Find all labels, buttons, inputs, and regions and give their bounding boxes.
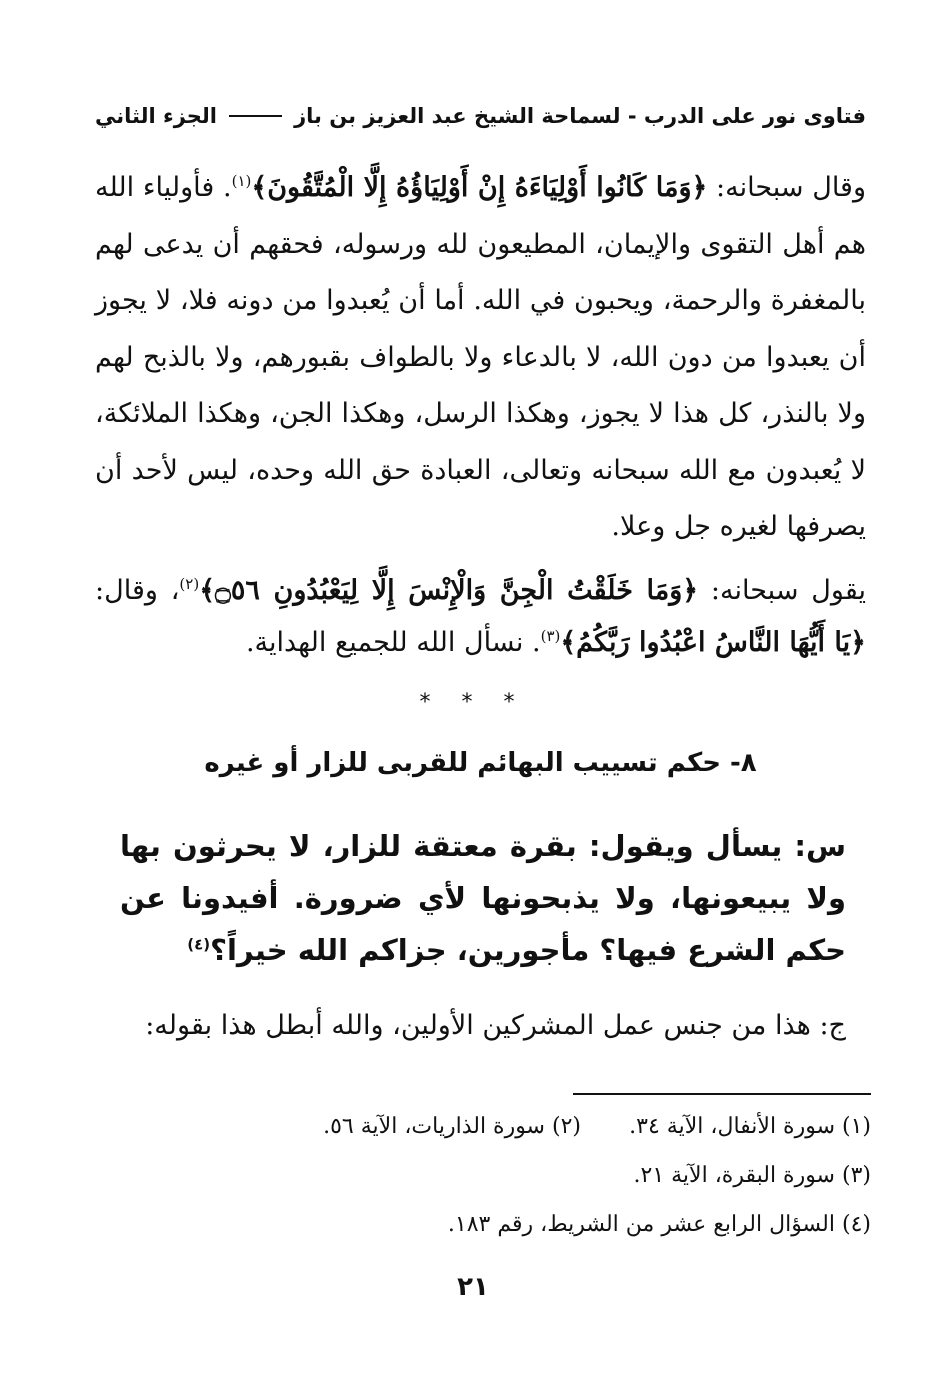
- quran-verse-3: ﴿يَا أَيُّهَا النَّاسُ اعْبُدُوا رَبَّكُمُ﴾: [560, 627, 866, 658]
- paragraph-2: [95, 565, 866, 669]
- paragraph-2-mid: ، وقال:: [95, 575, 180, 606]
- footnote-divider: [573, 1093, 871, 1095]
- section-separator: * * *: [419, 690, 527, 715]
- footnote-4: (٤) السؤال الرابع عشر من الشريط، رقم ١٨٣.: [447, 1212, 871, 1237]
- header-rule: [229, 115, 282, 117]
- running-header: [95, 96, 866, 136]
- paragraph-1-text: . فأولياء الله هم أهل التقوى والإيمان، المطيعون لله ورسوله، فحقهم أن يدعى لهم بالمغفرة والرحمة، ويحبون في الله. أما أن يُعبدوا من دونه فلا، لا يجوز أن يعبدوا من دون الله، لا بالدعاء ولا بالطواف بقبورهم، ولا بالذبح لهم ولا بالنذر، كل هذا لا يجوز، وهكذا الرسل، وهكذا الجن، وهكذا الملائكة، لا يُعبدون مع الله سبحانه وتعالى، العبادة حق الله وحده، ليس لأحد أن يصرفها لغيره جل وعلا.: [95, 172, 866, 542]
- quran-verse-2: ﴿وَمَا خَلَقْتُ الْجِنَّ وَالْإِنْسَ إِلَّا لِيَعْبُدُونِ ۝٥٦﴾: [199, 575, 699, 606]
- footnote-3: (٣) سورة البقرة، الآية ٢١.: [633, 1163, 871, 1188]
- section-heading: ٨- حكم تسييب البهائم للقربى للزار أو غيره: [204, 748, 757, 778]
- paragraph-1-intro: وقال سبحانه:: [707, 172, 867, 203]
- footnote-1: (١) سورة الأنفال، الآية ٣٤.: [629, 1114, 871, 1139]
- quran-verse-1: ﴿وَمَا كَانُوا أَوْلِيَاءَهُ إِنْ أَوْلِيَاؤُهُ إِلَّا الْمُتَّقُونَ﴾: [251, 172, 708, 203]
- volume-label: الجزء الثاني: [95, 104, 218, 128]
- footnote-row: [95, 1102, 871, 1151]
- footnotes: [95, 1102, 871, 1249]
- paragraph-2-end: . نسأل الله للجميع الهداية.: [245, 627, 541, 658]
- footnote-ref-2: (٢): [179, 575, 200, 593]
- page-number: ٢١: [457, 1272, 489, 1302]
- footnote-ref-1: (١): [231, 172, 252, 190]
- footnote-2: (٢) سورة الذاريات، الآية ٥٦.: [323, 1114, 581, 1139]
- paragraph-1: [95, 160, 866, 556]
- footnote-ref-3: (٣): [540, 627, 561, 645]
- question-block: [120, 820, 846, 976]
- book-title: فتاوى نور على الدرب - لسماحة الشيخ عبد العزيز بن باز: [294, 104, 866, 128]
- question-text: س: يسأل ويقول: بقرة معتقة للزار، لا يحرثون بها ولا يبيعونها، ولا يذبحونها لأي ضرورة. أفيدونا عن حكم الشرع فيها؟ مأجورين، جزاكم الله خيراً؟: [120, 829, 846, 967]
- footnote-ref-4: (٤): [187, 935, 211, 954]
- answer-block: ج: هذا من جنس عمل المشركين الأولين، والله أبطل هذا بقوله:: [145, 1010, 846, 1041]
- paragraph-2-intro: يقول سبحانه:: [698, 575, 866, 606]
